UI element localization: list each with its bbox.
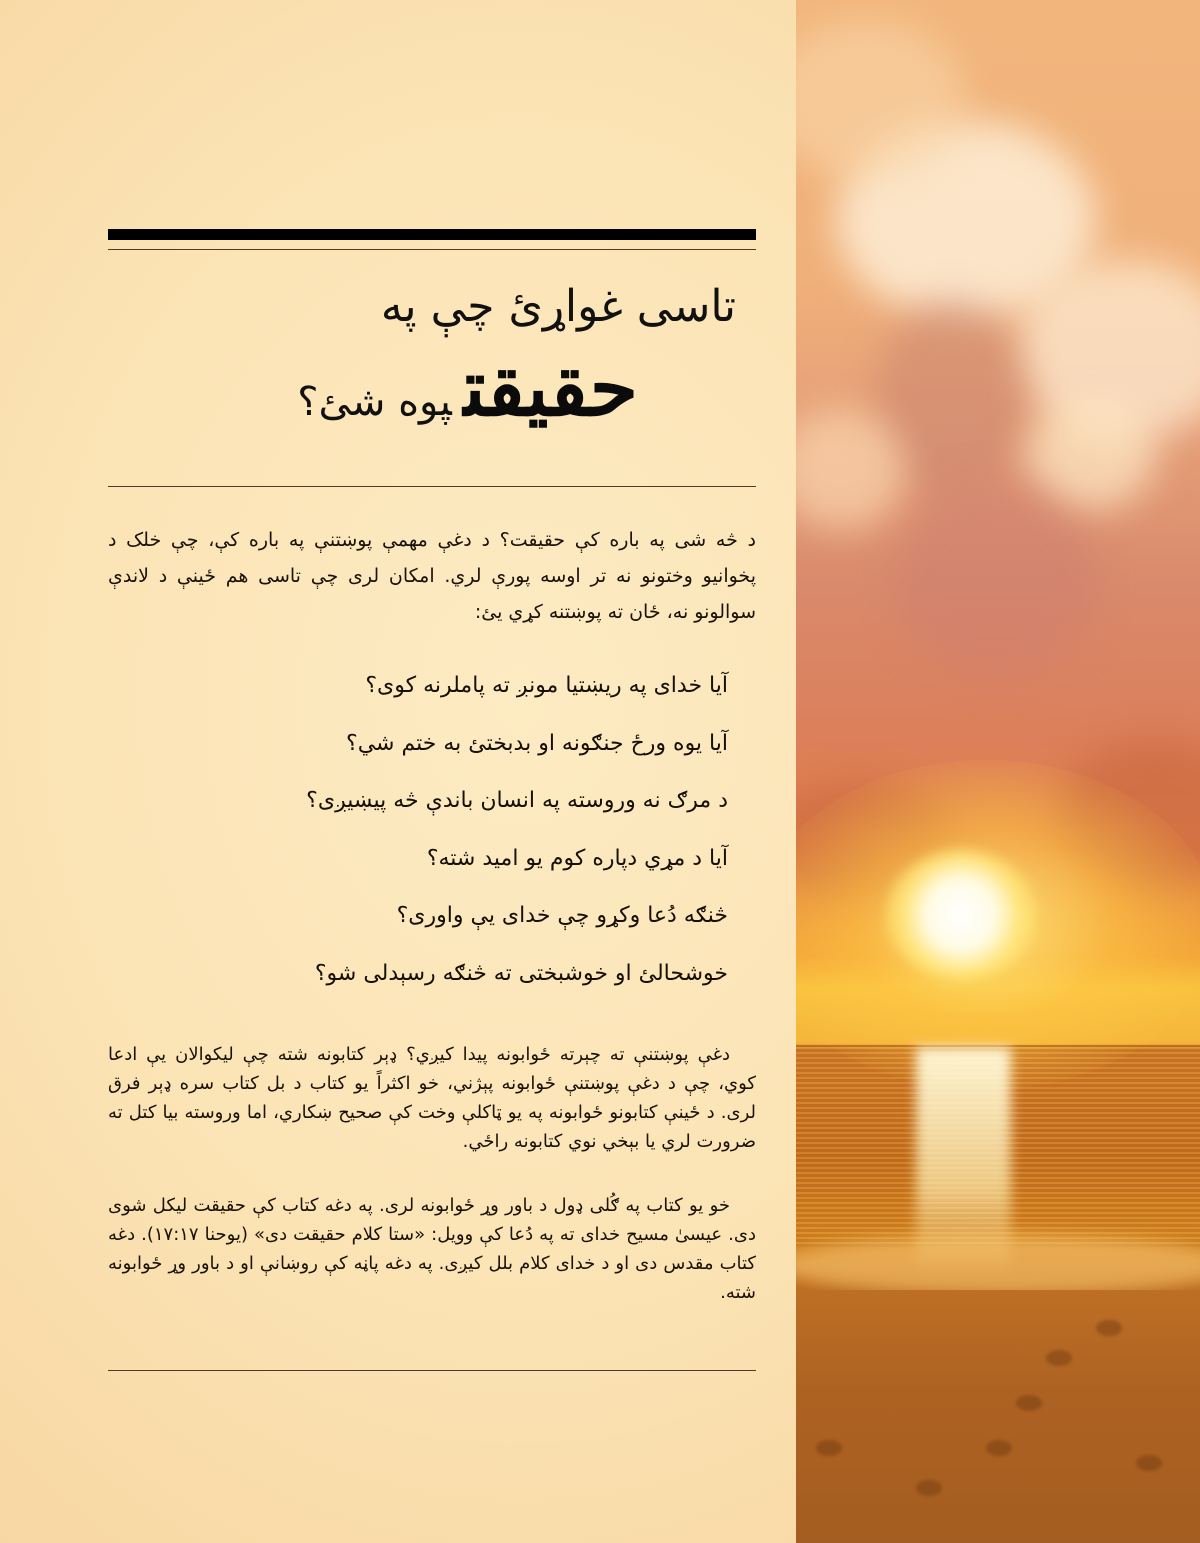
title-bottom-rule xyxy=(108,486,756,487)
footprint xyxy=(1046,1350,1072,1366)
footprint xyxy=(1136,1455,1162,1471)
question-item: آیا خدای په ریښتیا مونږ ته پاملرنه کوی؟ xyxy=(365,673,728,698)
footprint xyxy=(986,1440,1012,1456)
body-paragraph-1: دغې پوښتنې ته چېرته ځوابونه پیدا کیږي؟ ډېر کتابونه شته چې لیکوالان یې ادعا کوي، چې د دغې پوښتنې ځوابونه پېژني، خو اکثراً یو کتاب د بل کتاب سره ډېر فرق لری. د ځینې کتابونو ځوابونه په یو ټاکلې وخت کې صحیح ښکاري، اما وروسته بیا کتل ته ضرورت لري یا بېخي نوي کتابونه راځي. xyxy=(108,1044,756,1152)
footer-rule xyxy=(108,1370,756,1371)
question-item: خوشحالئ او خوشبختی ته څنګه رسېدلی شو؟ xyxy=(314,960,728,986)
wave xyxy=(796,1235,1200,1295)
sun xyxy=(886,850,1036,980)
footprint xyxy=(1016,1395,1042,1411)
footprint xyxy=(816,1440,842,1456)
cloud xyxy=(896,480,1096,680)
question-item: آیا د مړي دپاره کوم یو امید شته؟ xyxy=(426,845,728,871)
title-line-2-rest: پوه شئ؟ xyxy=(297,379,452,425)
question-list xyxy=(108,664,728,1009)
header-thick-rule xyxy=(108,229,756,240)
title-line-1: تاسی غواړئ چې په xyxy=(380,281,736,332)
footprint xyxy=(1096,1320,1122,1336)
footprint xyxy=(916,1480,942,1496)
intro-paragraph: د څه شی په باره کې حقیقت؟ د دغې مهمې پوښتنې په باره کې، چې خلک د پخوانیو وختونو نه تر اوسه پورې لري. امکان لری چې تاسی هم ځینې د لاندې سوالونو نه، ځان ته پوښتنه کړي يئ: xyxy=(108,529,756,623)
beach-sand xyxy=(796,1290,1200,1543)
body-paragraph-2: خو یو کتاب په ګُلی ډول د باور وړ ځوابونه لری. په دغه کتاب کې حقیقت لیکل شوی دی. عیسیٰ مسیح خدای ته په دُعا کې وویل: «ستا کلام حقیقت دی» (یوحنا ۱۷:۱۷). دغه کتاب مقدس دی او د خدای کلام بلل کیږی. په دغه پاڼه کې روښانې او د باور وړ ځوابونه شته. xyxy=(108,1195,757,1303)
question-item: آیا یوه ورځ جنګونه او بدبختئ به ختم شي؟ xyxy=(346,730,728,756)
page-title xyxy=(108,272,756,455)
title-line-2 xyxy=(108,344,756,455)
sunset-beach-photo xyxy=(796,0,1200,1543)
question-item: څنګه دُعا وکړو چې خدای یې واوری؟ xyxy=(396,903,728,928)
title-emphasis-word: حقیقت xyxy=(463,343,638,434)
question-item: د مرګ نه وروسته په انسان باندې څه پیښیږی؟ xyxy=(306,788,728,813)
header-thin-rule xyxy=(108,249,756,250)
